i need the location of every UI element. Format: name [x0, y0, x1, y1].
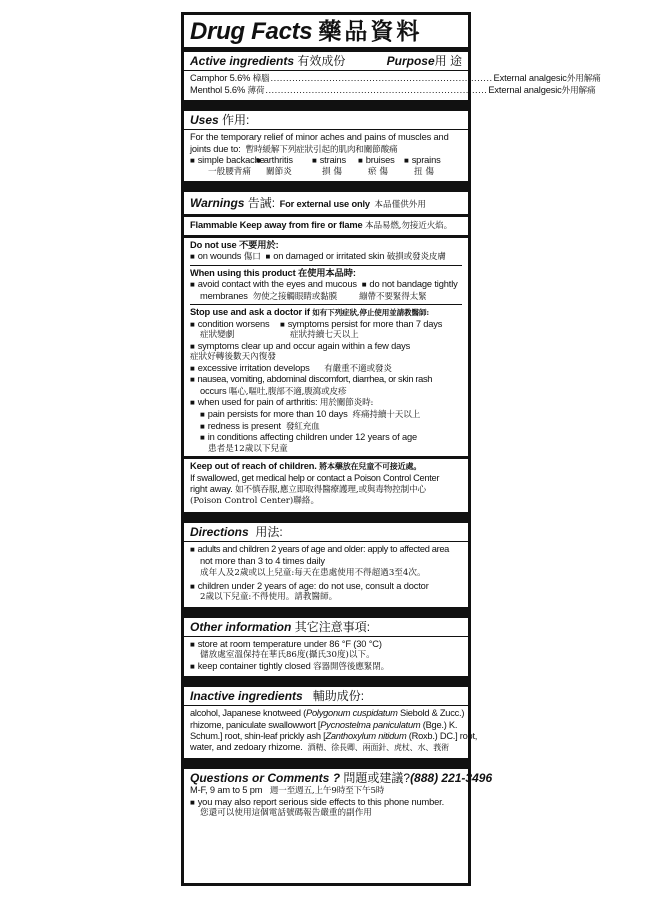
- label-title: Drug Facts 藥品資料: [190, 18, 423, 45]
- flammable-warning: Flammable Keep away from fire or flame 本品易燃,勿接近火焰。: [190, 220, 453, 232]
- active-ingredients-heading: Active ingredients 有效成份: [190, 54, 346, 68]
- divider: [184, 181, 468, 192]
- do-not-use-heading: Do not use 不要用於:: [190, 239, 279, 250]
- divider: [184, 607, 468, 618]
- active-row-menthol: Menthol 5.6% 薄荷 ..... External analgesic 外用解痛: [190, 85, 462, 97]
- divider: [184, 100, 468, 111]
- other-info-heading: Other information 其它注意事項:: [190, 619, 371, 634]
- list-item: ■ simple backache 一般腰背痛: [190, 155, 256, 177]
- purpose-heading: Purpose用 途: [386, 54, 462, 68]
- divider: [184, 758, 468, 769]
- questions-heading: Questions or Comments ? 問題或建議?: [190, 770, 411, 785]
- keep-out-block: Keep out of reach of children. 將本藥放在兒童不可接近處。 If swallowed, get medical help or contact a Poison Control Center right away. 如不慎吞服,應立即取得醫療護理,或與毒物控制中心 (Poison Control Center)聯絡。: [190, 459, 462, 508]
- stop-use-block: Stop use and ask a doctor if 如有下列症狀,停止使用並請教醫師: ■ condition worsens 症狀變劇 ■ symptoms persist for more than 7 days 症狀持續七天以上 ■ symptoms clear up and occur again within a few days 症狀好轉後數天內復發 ■ excessive irritation develops 有嚴重不適或發炎 ■ nausea, vomiting, abdominal discomfort, diarrhea, or skin rash occurs 嘔心,嘔吐,腹部不適,腹瀉或皮疹 ■ when used for pain of arthritis: 用於關節炎時: ■ pain persists for more than 10 days 疼痛持續十天以上 ■ redness is present 發紅充血 ■ in conditions affecting children under 12 years of age 患者是12歲以下兒童: [190, 305, 462, 456]
- list-item: ■ strains 損 傷: [312, 155, 358, 177]
- list-item: ■ sprains 扭 傷: [404, 155, 454, 177]
- do-not-use-block: [190, 238, 462, 265]
- drug-facts-label: [181, 12, 601, 886]
- uses-section: [190, 111, 462, 179]
- uses-list: [190, 155, 462, 177]
- warnings-section: [190, 192, 462, 510]
- list-item: ■ bruises 瘀 傷: [358, 155, 404, 177]
- divider: [184, 676, 468, 687]
- do-not-use-items: ■ on wounds 傷口 ■ on damaged or irritated skin 破損或發炎皮膚: [190, 251, 462, 263]
- other-info-section: Other information 其它注意事項: ■ store at room temperature under 86 °F (30 °C) 儲放處室溫保持在華氏86度(攝氏30度)以下。 ■ keep container tightly closed 容器開啓後應緊閉。: [190, 618, 462, 675]
- questions-section: Questions or Comments ? 問題或建議? (888) 221-3496 M-F, 9 am to 5 pm 週一至週五,上午9時至下午5時 ■ you may also report serious side effects to this phone number. 您還可以使用這個電話號碼報告嚴重的副作用: [190, 769, 462, 821]
- inactive-heading: Inactive ingredients 輔助成份:: [190, 689, 365, 704]
- uses-text-2: joints due to: 暫時緩解下列症狀引起的肌肉和關節酸痛: [190, 143, 398, 155]
- keep-out-heading: Keep out of reach of children. 將本藥放在兒童不可接近處。: [190, 461, 422, 472]
- list-item: ■ arthritis 關節炎: [256, 155, 312, 177]
- uses-heading: Uses 作用:: [190, 113, 250, 128]
- directions-section: Directions 用法: ■ adults and children 2 years of age and older: apply to affected area not more than 3 to 4 times daily 成年人及2歲或以上兒童:每天在患處使用不得超過3至4次。 ■ children under 2 years of age: do not use, consult a doctor 2歲以下兒童:不得使用。請教醫師。: [190, 523, 462, 604]
- inactive-ingredients-section: Inactive ingredients 輔助成份: alcohol, Japanese knotweed (Polygonum cuspidatum Siebold & Zucc.) rhizome, paniculate swallowwort [Pycnostelma paniculatum (Bge.) K. Schum.] root, shin-leaf prickly ash [Zanthoxylum nitidum (Roxb.) DC.] root, water, and zedoary rhizome. 酒精、徐長卿、兩面針、虎杖、水、莪術: [190, 687, 462, 756]
- uses-text: For the temporary relief of minor aches and pains of muscles and: [190, 132, 449, 143]
- when-using-heading: When using this product 在使用本品時:: [190, 267, 356, 278]
- warnings-heading: Warnings 告誡: For external use only 本品僅供外用: [190, 196, 426, 211]
- divider: [184, 512, 468, 523]
- directions-heading: Directions 用法:: [190, 525, 283, 540]
- stop-use-heading: Stop use and ask a doctor if 如有下列症狀,停止使用並請教醫師:: [190, 307, 430, 318]
- active-row-camphor: Camphor 5.6% 樟腦 ..... External analgesic 外用解痛: [190, 73, 462, 85]
- active-ingredients-section: [190, 52, 601, 98]
- phone-number: (888) 221-3496: [410, 770, 493, 785]
- when-using-block: When using this product 在使用本品時: ■ avoid contact with the eyes and mucous ■ do not bandage tightly membranes 勿使之接觸眼睛或黏膜 繃帶不要緊得太緊: [190, 266, 462, 304]
